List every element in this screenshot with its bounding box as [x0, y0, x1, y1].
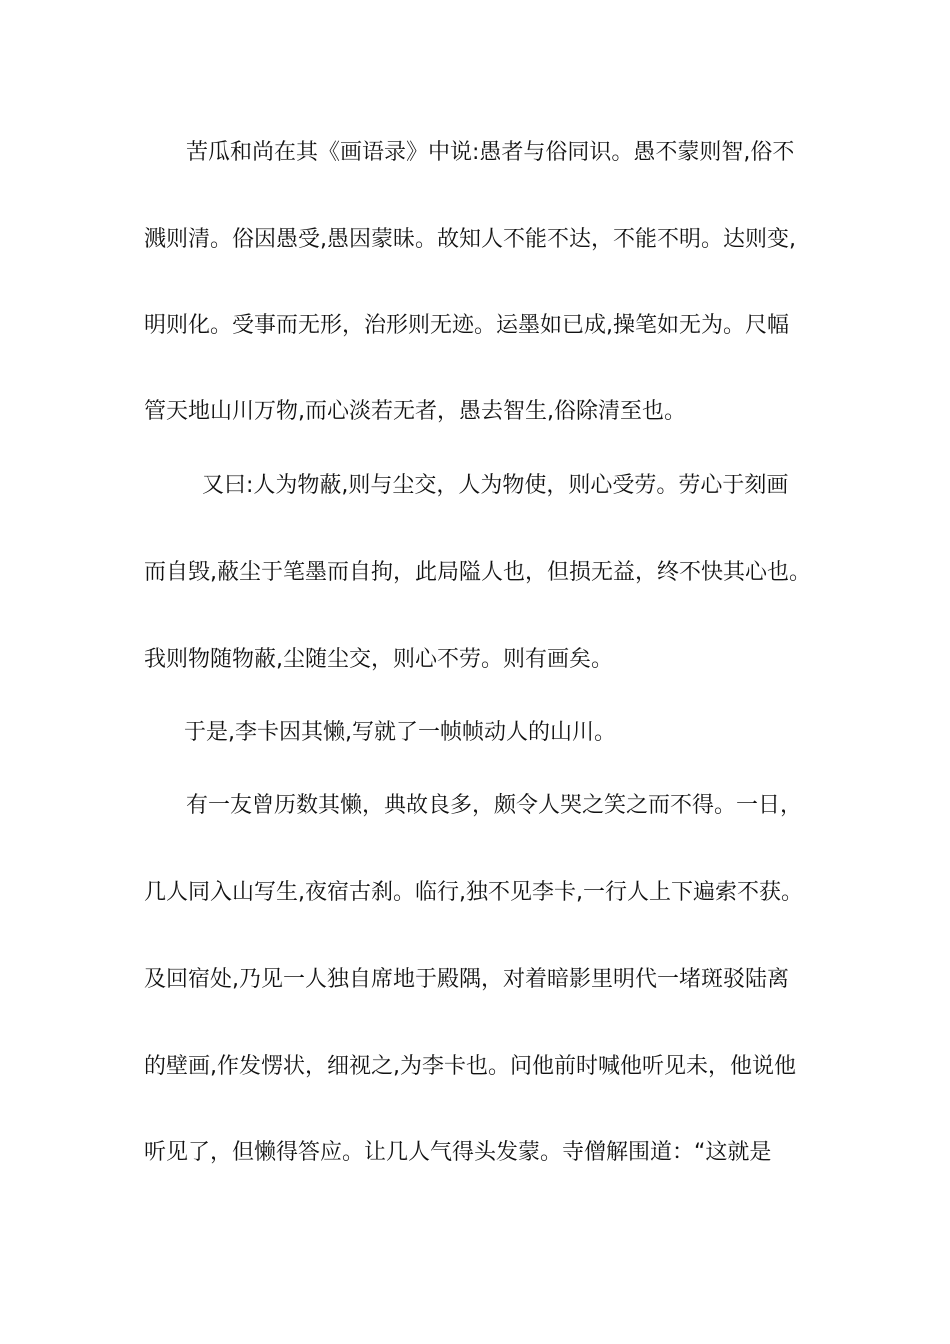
- paragraph-1-line-2: 溅则清。俗因愚受,愚因蒙昧。故知人不能不达，不能不明。达则变,: [144, 227, 796, 252]
- paragraph-4-line-1: 有一友曾历数其懒，典故良多，颇令人哭之笑之而不得。一日，: [186, 793, 803, 818]
- paragraph-1-line-3: 明则化。受事而无形，治形则无迹。运墨如已成,操笔如无为。尺幅: [144, 313, 789, 338]
- paragraph-4-line-2: 几人同入山写生,夜宿古刹。临行,独不见李卡,一行人上下遍索不获。: [144, 880, 803, 905]
- paragraph-3-line-1: 于是,李卡因其懒,写就了一帧帧动人的山川。: [184, 720, 616, 745]
- paragraph-4-line-5: 听见了，但懒得答应。让几人气得头发蒙。寺僧解围道：“这就是: [144, 1140, 772, 1165]
- paragraph-2-line-1: 又曰:人为物蔽,则与尘交，人为物使，则心受劳。劳心于刻画: [202, 473, 789, 498]
- paragraph-2-line-2: 而自毁,蔽尘于笔墨而自拘，此局隘人也，但损无益，终不快其心也。: [144, 560, 811, 585]
- paragraph-1-line-4: 管天地山川万物,而心淡若无者，愚去智生,俗除清至也。: [144, 399, 686, 424]
- paragraph-1-line-1: 苦瓜和尚在其《画语录》中说:愚者与俗同识。愚不蒙则智,俗不: [186, 140, 795, 165]
- paragraph-4-line-3: 及回宿处,乃见一人独自席地于殿隅，对着暗影里明代一堵斑驳陆离: [144, 967, 789, 992]
- paragraph-4-line-4: 的壁画,作发愣状，细视之,为李卡也。问他前时喊他听见未，他说他: [144, 1054, 796, 1079]
- paragraph-2-line-3: 我则物随物蔽,尘随尘交，则心不劳。则有画矣。: [144, 647, 613, 672]
